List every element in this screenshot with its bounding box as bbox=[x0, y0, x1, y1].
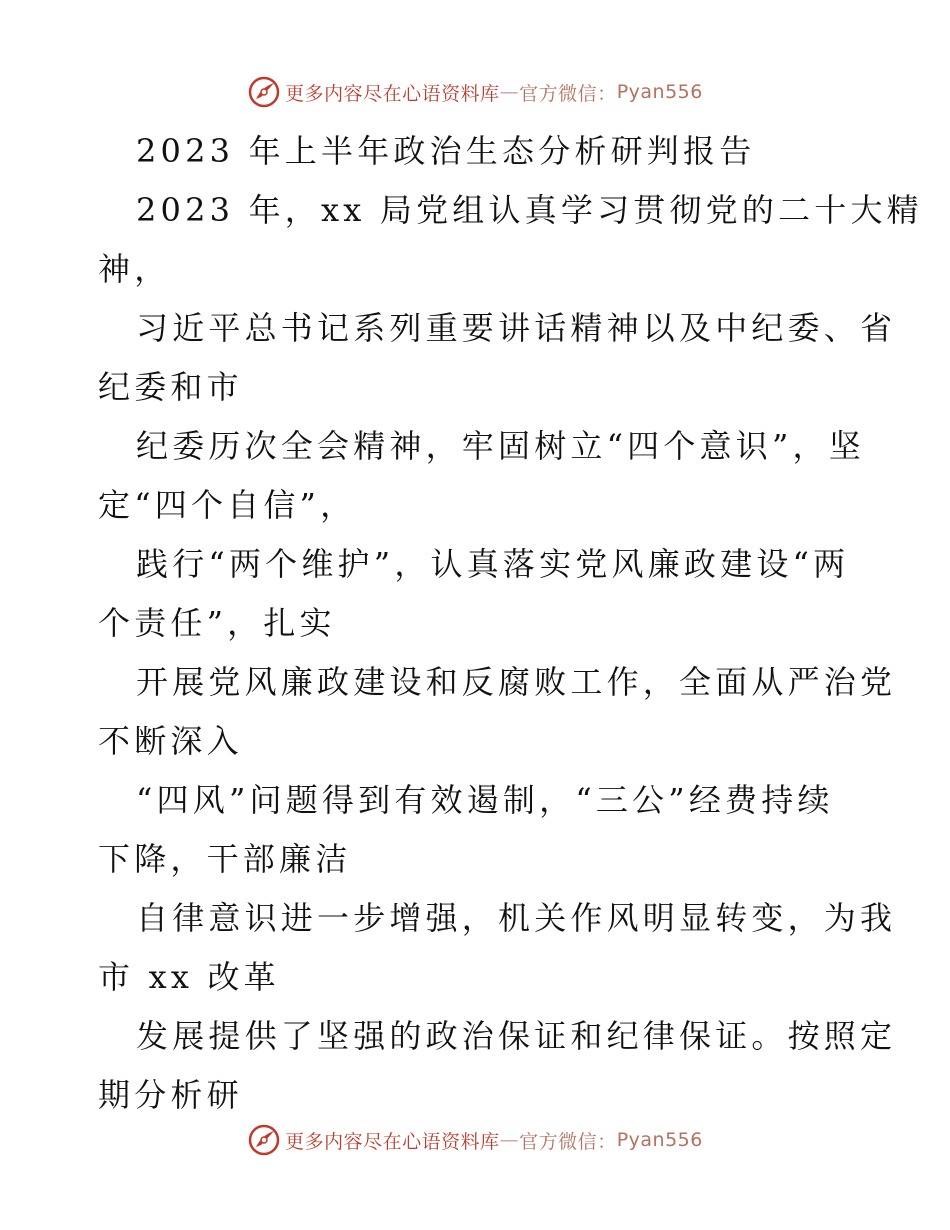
document-body bbox=[98, 122, 923, 1125]
watermark-brand: 更多内容尽在心语资料库 bbox=[285, 82, 500, 105]
document-title: 2023 年上半年政治生态分析研判报告 bbox=[136, 132, 756, 170]
text-line: 不断深入 bbox=[98, 722, 243, 760]
text-line: 2023 年，xx 局党组认真学习贯彻党的二十大精 bbox=[136, 191, 923, 229]
document-paragraph bbox=[98, 181, 923, 1125]
quill-logo-icon bbox=[247, 1123, 281, 1157]
text-line: 自律意识进一步增强，机关作风明显转变，为我 bbox=[136, 899, 897, 937]
footer-watermark bbox=[0, 1120, 950, 1160]
text-line: 个责任”，扎实 bbox=[98, 604, 336, 642]
text-line: 纪委历次全会精神，牢固树立“四个意识”，坚 bbox=[136, 427, 865, 465]
text-line: 下降，干部廉洁 bbox=[98, 840, 352, 878]
quill-logo-icon bbox=[247, 75, 281, 109]
watermark-dash: — bbox=[499, 81, 520, 103]
text-line: 期分析研 bbox=[98, 1076, 243, 1114]
text-line: 神， bbox=[98, 250, 171, 288]
watermark-wechat-id: Pyan556 bbox=[616, 81, 703, 103]
text-line: 纪委和市 bbox=[98, 368, 243, 406]
text-line: 开展党风廉政建设和反腐败工作，全面从严治党 bbox=[136, 663, 897, 701]
text-line: 践行“两个维护”，认真落实党风廉政建设“两 bbox=[136, 545, 850, 583]
watermark-brand: 更多内容尽在心语资料库 bbox=[285, 1130, 500, 1153]
watermark-wechat-id: Pyan556 bbox=[616, 1129, 703, 1151]
watermark-wechat-label: 官方微信： bbox=[519, 82, 617, 105]
text-line: 定“四个自信”， bbox=[98, 486, 357, 524]
watermark-wechat-label: 官方微信： bbox=[519, 1130, 617, 1153]
watermark-dash: — bbox=[499, 1129, 520, 1151]
text-line: 发展提供了坚强的政治保证和纪律保证。按照定 bbox=[136, 1017, 897, 1055]
header-watermark bbox=[0, 72, 950, 112]
text-line: “四风”问题得到有效遏制，“三公”经费持续 bbox=[136, 781, 834, 819]
text-line: 市 xx 改革 bbox=[98, 958, 280, 996]
text-line: 习近平总书记系列重要讲话精神以及中纪委、省 bbox=[136, 309, 897, 347]
